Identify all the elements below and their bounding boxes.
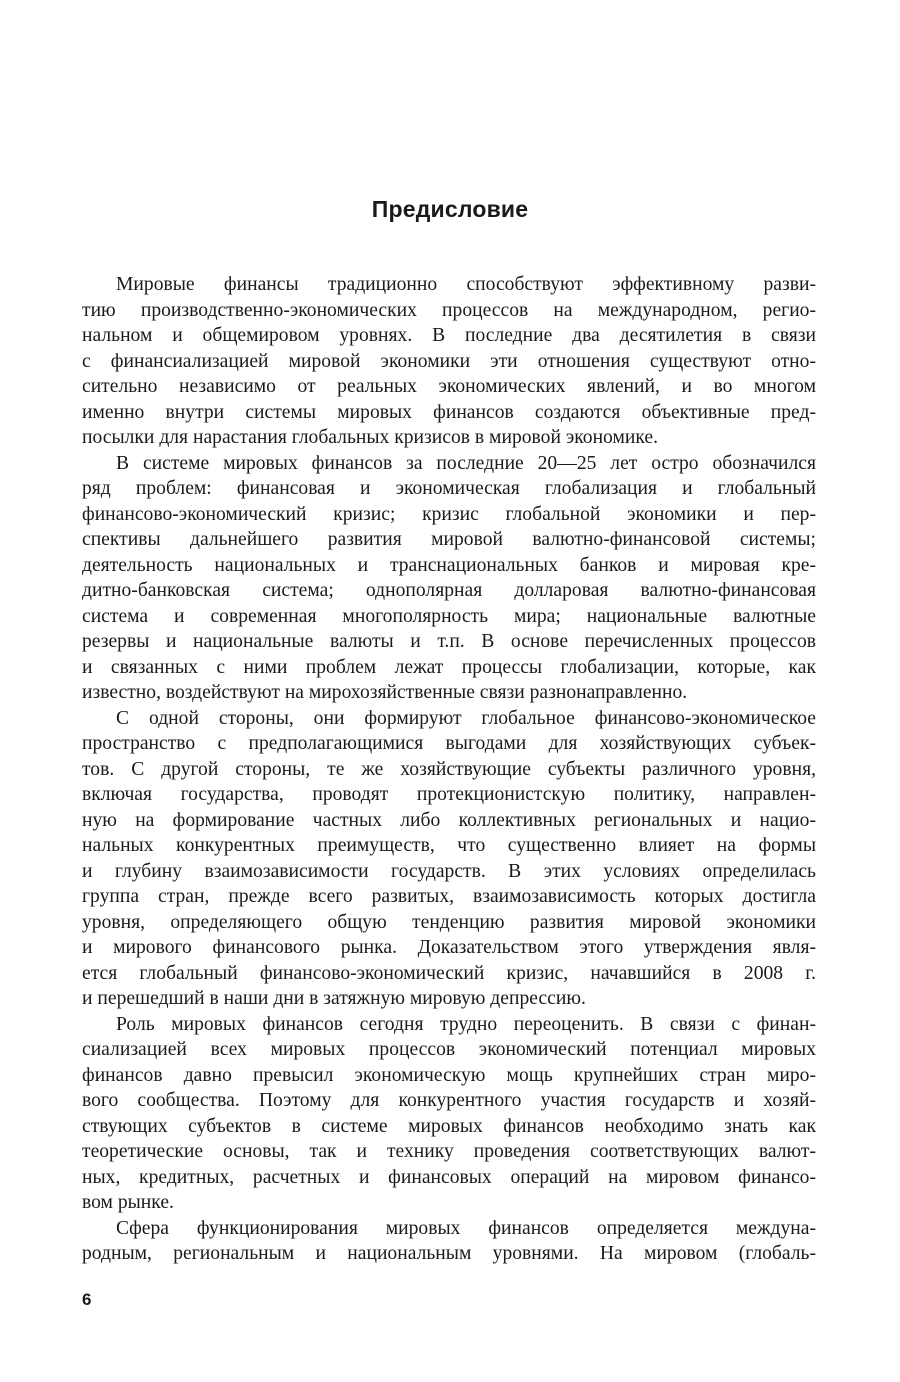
text-line: посылки для нарастания глобальных кризисов в мировой экономике.: [82, 427, 658, 448]
text-line: сиализацией всех мировых процессов экономический потенциал мировых: [82, 1039, 816, 1060]
text-line: сительно независимо от реальных экономических явлений, и во многом: [82, 376, 816, 397]
body-text: [82, 272, 816, 1267]
text-line: вом рынке.: [82, 1192, 174, 1213]
text-line: и перешедший в наши дни в затяжную мировую депрессию.: [82, 988, 586, 1009]
text-line: и связанных с ними проблем лежат процессы глобализации, которые, как: [82, 656, 816, 678]
text-line: ряд проблем: финансовая и экономическая глобализация и глобальный: [82, 478, 816, 499]
text-line: Мировые финансы традиционно способствуют эффективному разви-: [116, 274, 816, 295]
text-line: Роль мировых финансов сегодня трудно переоценить. В связи с финан-: [116, 1013, 816, 1035]
text-line: именно внутри системы мировых финансов создаются объективные пред-: [82, 401, 816, 423]
text-line: родным, региональным и национальным уровнями. На мировом (глобаль-: [82, 1243, 816, 1264]
text-line: ется глобальный финансово-экономический кризис, начавшийся в 2008 г.: [82, 962, 816, 984]
paragraph: [82, 451, 816, 706]
text-line: вого сообщества. Поэтому для конкурентного участия государств и хозяй-: [82, 1090, 816, 1111]
paragraph: [82, 1216, 816, 1267]
text-line: финансов давно превысил экономическую мощь крупнейших стран миро-: [82, 1064, 816, 1086]
text-line: теоретические основы, так и технику проведения соответствующих валют-: [82, 1141, 816, 1162]
text-line: ную на формирование частных либо коллективных региональных и нацио-: [82, 809, 816, 831]
text-line: нальном и общемировом уровнях. В последние два десятилетия в связи: [82, 325, 816, 346]
text-line: тию производственно-экономических процессов на международном, регио-: [82, 299, 816, 321]
page-number: 6: [82, 1290, 92, 1309]
paragraph: [82, 1012, 816, 1216]
paragraph: [82, 272, 816, 451]
text-line: тов. С другой стороны, те же хозяйствующие субъекты различного уровня,: [82, 758, 816, 780]
text-line: дитно-банковская система; однополярная долларовая валютно-финансовая: [82, 580, 816, 601]
text-line: уровня, определяющего общую тенденцию развития мировой экономики: [82, 911, 816, 933]
text-line: и глубину взаимозависимости государств. В этих условиях определилась: [82, 860, 816, 882]
text-line: Сфера функционирования мировых финансов определяется междуна-: [116, 1217, 816, 1239]
text-line: В системе мировых финансов за последние 20—25 лет остро обозначился: [116, 452, 816, 474]
text-line: с финансиализацией мировой экономики эти отношения существуют отно-: [82, 350, 816, 372]
text-line: ных, кредитных, расчетных и финансовых операций на мировом финансо-: [82, 1166, 816, 1188]
page-title: Предисловие: [371, 196, 529, 222]
text-line: и мирового финансового рынка. Доказательством этого утверждения явля-: [82, 937, 816, 958]
text-line: ствующих субъектов в системе мировых финансов необходимо знать как: [82, 1115, 816, 1137]
text-line: финансово-экономический кризис; кризис глобальной экономики и пер-: [82, 503, 816, 525]
paragraph: [82, 706, 816, 1012]
text-line: деятельность национальных и транснациональных банков и мировая кре-: [82, 554, 816, 576]
text-line: система и современная многополярность мира; национальные валютные: [82, 605, 816, 627]
text-line: спективы дальнейшего развития мировой валютно-финансовой системы;: [82, 529, 816, 550]
text-line: нальных конкурентных преимуществ, что существенно влияет на формы: [82, 835, 816, 856]
text-line: пространство с предполагающимися выгодами для хозяйствующих субъек-: [82, 733, 816, 754]
text-line: включая государства, проводят протекционистскую политику, направлен-: [82, 784, 816, 805]
text-line: группа стран, прежде всего развитых, взаимозависимость которых достигла: [82, 886, 816, 907]
text-line: известно, воздействуют на мирохозяйственные связи разнонаправленно.: [82, 682, 688, 703]
text-line: резервы и национальные валюты и т.п. В основе перечисленных процессов: [82, 631, 816, 652]
text-line: С одной стороны, они формируют глобальное финансово-экономическое: [116, 707, 816, 729]
